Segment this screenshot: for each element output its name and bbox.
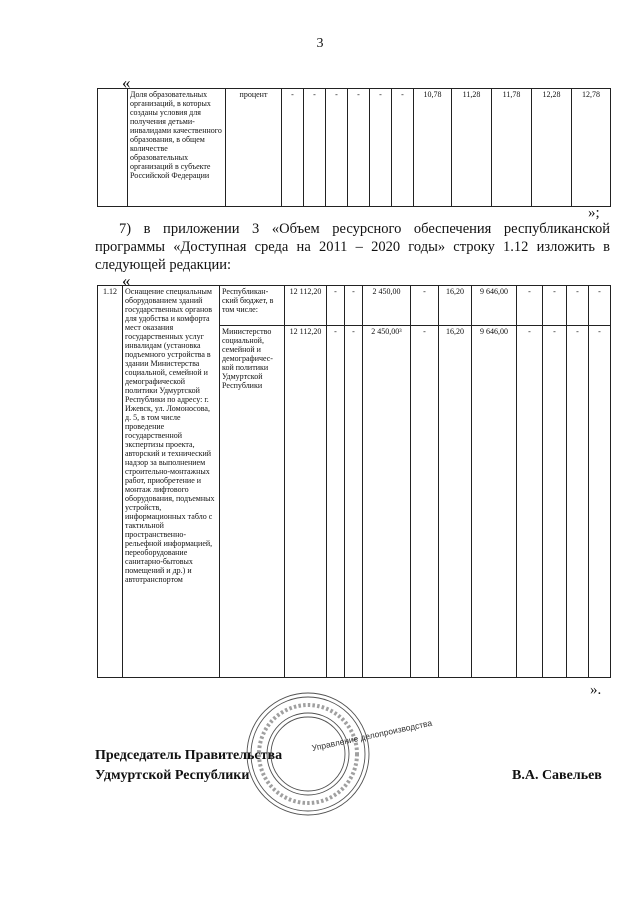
value-cell: - [567, 326, 589, 678]
value-cell: - [392, 89, 414, 207]
value-cell: - [326, 89, 348, 207]
row-number-cell: 1.12 [98, 286, 123, 678]
value-cell: 2 450,00 [363, 286, 411, 326]
value-cell: - [370, 89, 392, 207]
table-row [98, 286, 611, 326]
value-cell: - [304, 89, 326, 207]
indicator-description: Доля образовательных организаций, в которых созданы условия для получения детьми-инвалидами качественного образования, в общем количестве образовательных организаций в субъекте Российской Федерации [128, 89, 226, 207]
signature-block [95, 746, 282, 786]
value-cell: 11,78 [492, 89, 532, 207]
value-cell: - [345, 286, 363, 326]
funding-source-cell: Министерство социальной, семейной и демографичес-кой политики Удмуртской Республики [220, 326, 285, 678]
value-cell: - [543, 286, 567, 326]
seal-text: Управление делопроизводства [310, 717, 433, 753]
value-cell: 12,28 [532, 89, 572, 207]
open-quote-2: « [122, 271, 131, 290]
value-cell: - [282, 89, 304, 207]
value-cell: 9 646,00 [472, 286, 517, 326]
funding-source-cell: Республикан-ский бюджет, в том числе: [220, 286, 285, 326]
indicator-table [97, 88, 611, 207]
signatory-name: В.А. Савельев [512, 768, 602, 783]
value-cell: - [517, 286, 543, 326]
value-cell: - [517, 326, 543, 678]
value-cell: 16,20 [439, 286, 472, 326]
value-cell: - [411, 326, 439, 678]
close-quote-1: »; [588, 205, 600, 221]
value-cell: - [589, 286, 611, 326]
row-number-cell [98, 89, 128, 207]
value-cell: 11,28 [452, 89, 492, 207]
signatory-title-line2: Удмуртской Республики [95, 768, 250, 783]
value-cell: 9 646,00 [472, 326, 517, 678]
open-quote-1: « [122, 73, 131, 92]
value-cell: - [327, 326, 345, 678]
amendment-paragraph [95, 220, 610, 274]
close-quote-2: ». [590, 682, 602, 698]
value-cell: - [411, 286, 439, 326]
value-cell: 12 112,20 [285, 326, 327, 678]
value-cell: 2 450,00³ [363, 326, 411, 678]
value-cell: 12 112,20 [285, 286, 327, 326]
value-cell: - [589, 326, 611, 678]
value-cell: - [567, 286, 589, 326]
value-cell: - [543, 326, 567, 678]
value-cell: 10,78 [414, 89, 452, 207]
value-cell: - [327, 286, 345, 326]
resource-table [97, 285, 611, 678]
unit-cell: процент [226, 89, 282, 207]
signatory-title-line1: Председатель Правительства [95, 748, 283, 763]
value-cell: - [345, 326, 363, 678]
measure-description: Оснащение специальным оборудованием зданий государственных органов для удобства и комфорта мест оказания государственных услуг инвалидам (установка подъемного устройства в здании Министерства социальной, семейной и демографической политики Удмуртской Республики по адресу: г. Ижевск, ул. Ломоносова, д. 5, в том числе проведение государственной экспертизы проекта, авторский и технический надзор за выполнением строительно-монтажных работ, приобретение и монтаж лифтового оборудования, подъемных устройств, информационных табло с тактильной пространственно-рельефной информацией, переоборудование санитарно-бытовых помещений и др.) и автотранспортом [123, 286, 220, 678]
value-cell: 16,20 [439, 326, 472, 678]
value-cell: - [348, 89, 370, 207]
amendment-text: 7) в приложении 3 «Объем ресурсного обеспечения республиканской программы «Доступная среда на 2011 – 2020 годы» строку 1.12 изложить в следующей редакции: [95, 221, 610, 273]
value-cell: 12,78 [572, 89, 611, 207]
table-row [98, 89, 611, 207]
page-number: 3 [316, 36, 324, 51]
